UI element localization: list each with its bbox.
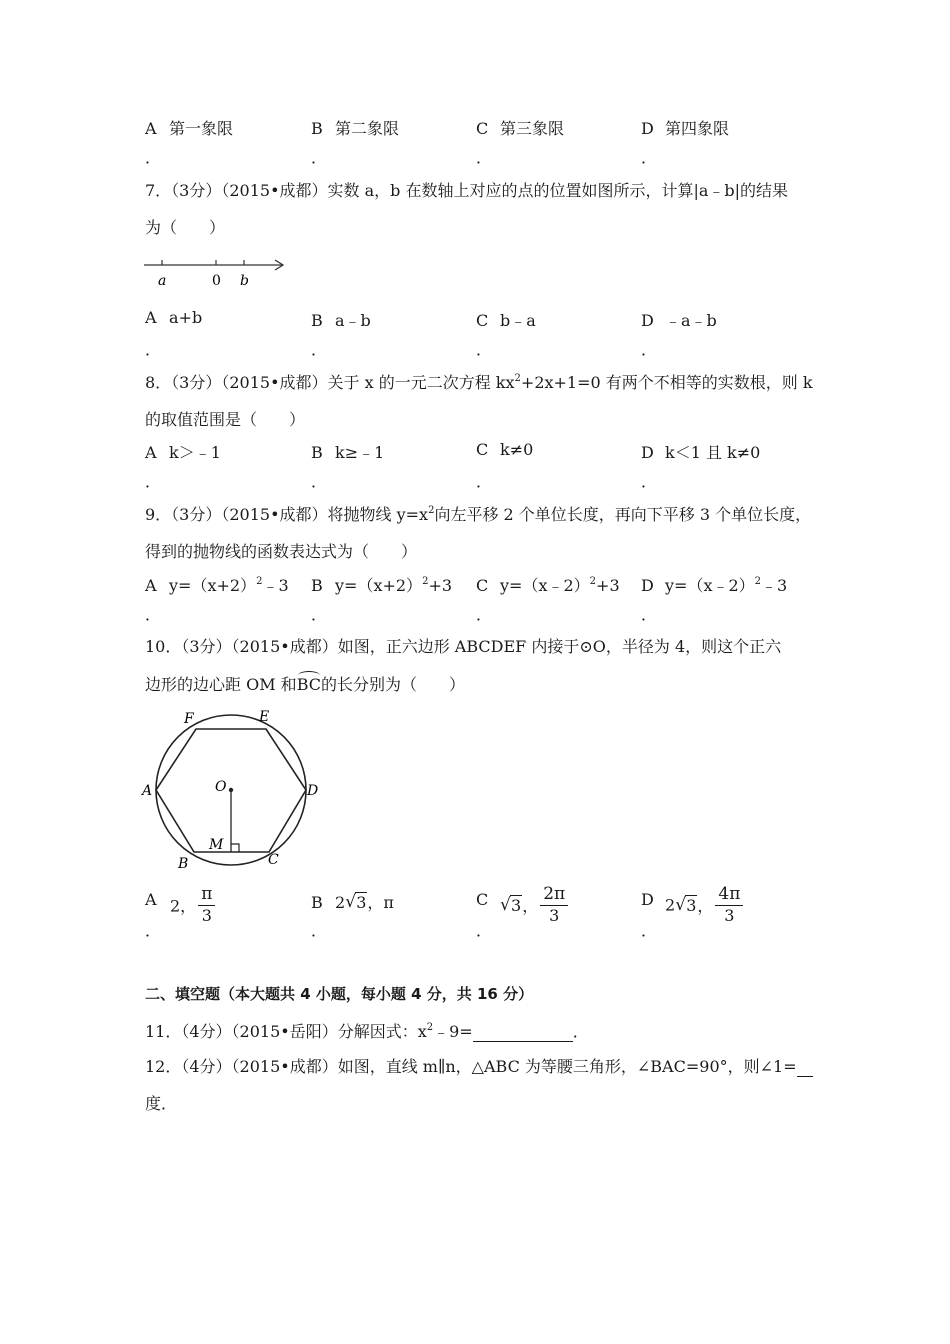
q9-option-d: D y=（x﹣2）$^2$﹣3 xyxy=(641,576,788,595)
q9-line1: 9．（3分）（2015•成都）将抛物线 $y=x^2$向左平移 2 个单位长度，再向下平移 3 个单位长度， xyxy=(145,505,812,524)
number-line-figure xyxy=(140,255,290,291)
q8-line1: 8．（3分）（2015•成都）关于 x 的一元二次方程 $kx^2+2x+1=0$ 有两个不相等的实数根，则 k xyxy=(145,373,813,392)
answer-blank xyxy=(797,1057,813,1077)
dot: ． xyxy=(476,472,493,491)
label-m: M xyxy=(209,837,224,853)
q7-option-c: C b﹣a xyxy=(476,311,536,330)
q12-line1: 12．（4分）（2015•成都）如图，直线 m∥n，△ABC 为等腰三角形，∠BAC=90°，则∠1= xyxy=(145,1054,813,1077)
label-a: A xyxy=(142,783,153,799)
q7-line2: 为（ ） xyxy=(145,218,226,237)
q6-option-b: B 第二象限 xyxy=(311,119,400,138)
fraction: $\frac{\pi}{3}$ xyxy=(198,886,215,924)
q11-line: 11．（4分）（2015•岳阳）分解因式：$x^2﹣9=$ ． xyxy=(145,1022,589,1041)
dot: ． xyxy=(311,605,328,624)
dot: ． xyxy=(476,340,493,359)
dot: ． xyxy=(641,472,658,491)
label-b: b xyxy=(240,273,249,289)
dot: ． xyxy=(641,921,658,940)
q6-option-c: C 第三象限 xyxy=(476,119,565,138)
dot: ． xyxy=(641,340,658,359)
q10-option-d: D xyxy=(641,890,654,909)
label-d: D xyxy=(307,783,319,799)
dot: ． xyxy=(145,605,162,624)
q9-dots xyxy=(0,602,950,626)
q8-dots xyxy=(0,469,950,493)
label-f: F xyxy=(184,711,194,727)
q8-option-b: B k≥﹣1 xyxy=(311,443,385,462)
label-a: a xyxy=(158,273,167,289)
q8-option-d: D k＜1 且 k≠0 xyxy=(641,443,761,462)
q6-option-d: D 第四象限 xyxy=(641,119,730,138)
dot: ． xyxy=(145,148,162,167)
q9-options xyxy=(0,573,950,597)
section-title-fill-in: 二、填空题（本大题共 4 小题，每小题 4 分，共 16 分） xyxy=(145,985,534,1003)
q7-options xyxy=(0,308,950,332)
q7-line1: 7．（3分）（2015•成都）实数 a，b 在数轴上对应的点的位置如图所示，计算|a﹣b|的结果 xyxy=(145,181,789,200)
q7-dots xyxy=(0,337,950,361)
dot: ． xyxy=(145,921,162,940)
dot: ． xyxy=(641,605,658,624)
dot: ． xyxy=(311,148,328,167)
q6-option-a: A 第一象限 xyxy=(145,119,234,138)
q7-option-b: B a﹣b xyxy=(311,311,371,330)
q7-option-d: D ﹣a﹣b xyxy=(641,311,717,330)
answer-blank xyxy=(473,1022,573,1042)
q8-option-c: C k≠0 xyxy=(476,440,534,459)
sqrt: √ 3 xyxy=(675,894,697,915)
label-zero: 0 xyxy=(212,273,221,289)
q10-option-b: B 2 √ 3，π xyxy=(311,892,394,912)
q9-option-c: C y=（x﹣2）$^2$+3 xyxy=(476,576,620,595)
q10-option-c: C xyxy=(476,890,489,909)
dot: ． xyxy=(476,605,493,624)
right-angle-mark xyxy=(231,844,239,852)
q10-line1: 10．（3分）（2015•成都）如图，正六边形 ABCDEF 内接于⊙O，半径为 4，则这个正六 xyxy=(145,637,782,656)
fraction: $\frac{4\pi}{3}$ xyxy=(715,886,743,924)
q8-option-a: A k＞﹣1 xyxy=(145,443,221,462)
dot: ． xyxy=(311,921,328,940)
hexagon-figure xyxy=(138,704,328,876)
q6-dots xyxy=(0,145,950,169)
label-o: O xyxy=(215,779,227,795)
q10-option-a: A xyxy=(145,890,157,909)
q10-line2: 边形的边心距 OM 和BC的长分别为（ ） xyxy=(145,675,465,694)
dot: ． xyxy=(311,340,328,359)
arc-bc: BC xyxy=(296,675,321,694)
sqrt: √ 3 xyxy=(500,894,522,915)
q7-option-a: A a+b xyxy=(145,308,203,327)
q10-option-c-value: √ 3， $\frac{2\pi}{3}$ xyxy=(500,886,570,924)
label-c: C xyxy=(268,852,279,868)
q12-line2: 度． xyxy=(145,1094,178,1113)
dot: ． xyxy=(311,472,328,491)
q8-line2: 的取值范围是（ ） xyxy=(145,410,306,429)
q9-line2: 得到的抛物线的函数表达式为（ ） xyxy=(145,542,418,561)
q10-option-d-value: 2 √ 3， $\frac{4\pi}{3}$ xyxy=(665,886,745,924)
q10-dots xyxy=(0,918,950,942)
label-b: B xyxy=(178,856,189,872)
q8-options xyxy=(0,440,950,464)
q9-option-a: A $y=(x+2)^2﹣3$ xyxy=(145,576,289,595)
label-e: E xyxy=(259,709,270,725)
dot: ． xyxy=(145,472,162,491)
dot: ． xyxy=(145,340,162,359)
dot: ． xyxy=(476,921,493,940)
dot: ． xyxy=(641,148,658,167)
q10-option-a-value: 2， $\frac{\pi}{3}$ xyxy=(170,886,217,924)
fraction: $\frac{2\pi}{3}$ xyxy=(540,886,568,924)
sqrt: √ 3 xyxy=(345,892,367,912)
q6-options xyxy=(0,116,950,140)
q9-option-b: B $y=(x+2)^2+3$ xyxy=(311,576,453,595)
dot: ． xyxy=(476,148,493,167)
center-o xyxy=(229,788,233,792)
